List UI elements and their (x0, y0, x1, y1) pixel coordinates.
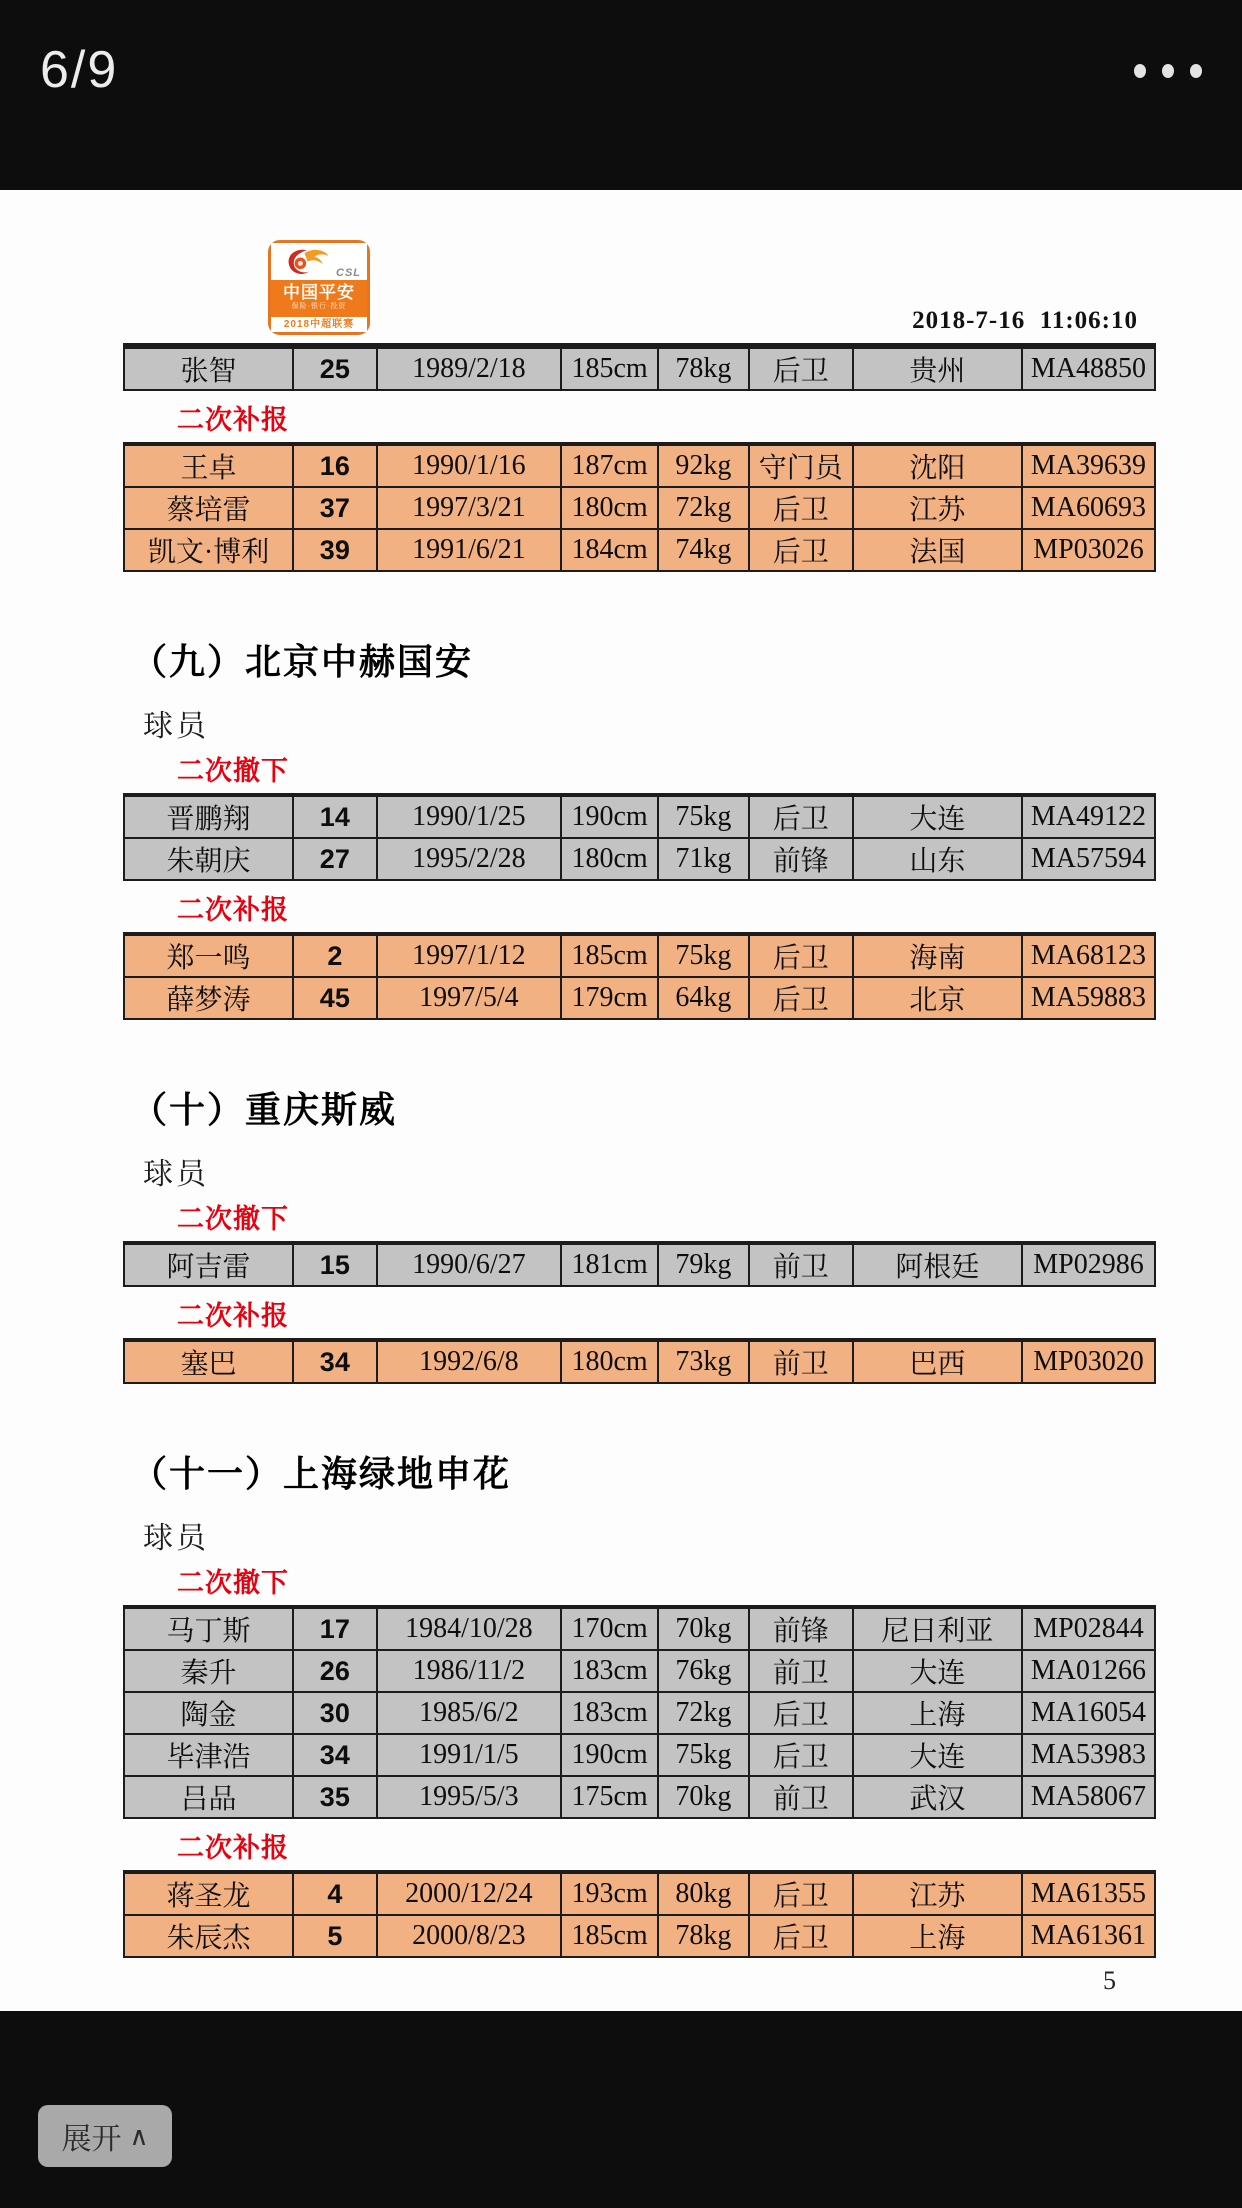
table-cell: 江苏 (853, 1872, 1022, 1915)
table-cell: 1995/5/3 (377, 1776, 562, 1818)
table-cell: 张智 (124, 346, 293, 390)
table-cell: MA58067 (1022, 1776, 1155, 1818)
table-cell: 72kg (658, 1692, 749, 1734)
ellipsis-dot-icon (1134, 64, 1146, 78)
table-cell: 武汉 (853, 1776, 1022, 1818)
csl-wordmark: CSL (336, 267, 361, 279)
table-cell: 凯文·博利 (124, 529, 293, 571)
table-row (124, 977, 1155, 1019)
table-row (124, 1734, 1155, 1776)
table-cell: 78kg (658, 1915, 749, 1957)
section-heading: （九）北京中赫国安 (131, 641, 474, 682)
table-cell: MP02844 (1022, 1607, 1155, 1650)
table-cell: 30 (293, 1692, 377, 1734)
table-row (124, 1650, 1155, 1692)
table-cell: MA60693 (1022, 487, 1155, 529)
document-header (123, 240, 1156, 335)
ellipsis-dot-icon (1162, 64, 1174, 78)
table-cell: 陶金 (124, 1692, 293, 1734)
table-cell: MA48850 (1022, 346, 1155, 390)
table-cell: 74kg (658, 529, 749, 571)
table-cell: 170cm (561, 1607, 658, 1650)
table-cell: 巴西 (853, 1340, 1022, 1383)
table-cell: 前锋 (749, 838, 853, 880)
table-cell: 江苏 (853, 487, 1022, 529)
document-page-number: 5 (1103, 1966, 1116, 1995)
table-cell: 1997/3/21 (377, 487, 562, 529)
table-cell: 72kg (658, 487, 749, 529)
table-row (124, 1340, 1155, 1383)
roster-table (123, 1870, 1156, 1958)
table-cell: 后卫 (749, 346, 853, 390)
table-cell: MA01266 (1022, 1650, 1155, 1692)
section-heading: （十）重庆斯威 (131, 1089, 398, 1130)
table-cell: 2000/12/24 (377, 1872, 562, 1915)
players-subtitle: 球员 (143, 1522, 209, 1555)
table-cell: 朱朝庆 (124, 838, 293, 880)
document-blocks (123, 343, 1156, 1958)
table-cell: 35 (293, 1776, 377, 1818)
table-cell: 45 (293, 977, 377, 1019)
table-cell: 2 (293, 934, 377, 977)
table-cell: 蔡培雷 (124, 487, 293, 529)
table-cell: MA49122 (1022, 795, 1155, 838)
table-cell: 27 (293, 838, 377, 880)
table-cell: 185cm (561, 1915, 658, 1957)
table-row (124, 1607, 1155, 1650)
table-cell: 前卫 (749, 1243, 853, 1286)
table-cell: 前卫 (749, 1340, 853, 1383)
table-row (124, 1872, 1155, 1915)
table-row (124, 1243, 1155, 1286)
table-cell: 92kg (658, 444, 749, 487)
table-row (124, 1692, 1155, 1734)
table-cell: 4 (293, 1872, 377, 1915)
table-cell: 后卫 (749, 977, 853, 1019)
table-cell: 秦升 (124, 1650, 293, 1692)
table-cell: 187cm (561, 444, 658, 487)
table-cell: 1989/2/18 (377, 346, 562, 390)
roster-table (123, 1241, 1156, 1287)
table-row (124, 529, 1155, 571)
status-label: 二次补报 (177, 895, 289, 925)
table-cell: 守门员 (749, 444, 853, 487)
table-cell: 晋鹏翔 (124, 795, 293, 838)
table-cell: 70kg (658, 1776, 749, 1818)
table-cell: 25 (293, 346, 377, 390)
table-cell: 16 (293, 444, 377, 487)
table-cell: 183cm (561, 1650, 658, 1692)
table-cell: 沈阳 (853, 444, 1022, 487)
table-cell: 64kg (658, 977, 749, 1019)
table-cell: 75kg (658, 795, 749, 838)
table-cell: 181cm (561, 1243, 658, 1286)
table-cell: 上海 (853, 1915, 1022, 1957)
table-cell: 1990/1/16 (377, 444, 562, 487)
table-cell: MP03020 (1022, 1340, 1155, 1383)
table-cell: MA68123 (1022, 934, 1155, 977)
table-cell: 39 (293, 529, 377, 571)
table-cell: 后卫 (749, 1872, 853, 1915)
roster-table (123, 1605, 1156, 1819)
document-page (0, 190, 1242, 2011)
table-cell: 180cm (561, 1340, 658, 1383)
table-cell: MA59883 (1022, 977, 1155, 1019)
roster-table (123, 932, 1156, 1020)
expand-label: 展开 (61, 2123, 122, 2156)
table-cell: 80kg (658, 1872, 749, 1915)
table-cell: 阿根廷 (853, 1243, 1022, 1286)
table-row (124, 444, 1155, 487)
table-cell: 1986/11/2 (377, 1650, 562, 1692)
league-name: 2018中超联赛 (283, 319, 355, 330)
table-cell: MA53983 (1022, 1734, 1155, 1776)
top-bar (0, 0, 1242, 190)
table-cell: 190cm (561, 795, 658, 838)
table-cell: 79kg (658, 1243, 749, 1286)
table-cell: 毕津浩 (124, 1734, 293, 1776)
table-cell: 后卫 (749, 1915, 853, 1957)
table-cell: 76kg (658, 1650, 749, 1692)
roster-table (123, 442, 1156, 572)
table-cell: 贵州 (853, 346, 1022, 390)
table-cell: 1985/6/2 (377, 1692, 562, 1734)
table-row (124, 838, 1155, 880)
table-cell: 183cm (561, 1692, 658, 1734)
status-label: 二次撤下 (177, 756, 289, 786)
logo-league-band (271, 317, 367, 332)
table-cell: MA61355 (1022, 1872, 1155, 1915)
status-label: 二次撤下 (177, 1568, 289, 1598)
table-cell: 朱辰杰 (124, 1915, 293, 1957)
roster-table (123, 1338, 1156, 1384)
page-indicator: 6/9 (40, 41, 119, 99)
table-cell: 1984/10/28 (377, 1607, 562, 1650)
ellipsis-dot-icon (1190, 64, 1202, 78)
table-cell: 2000/8/23 (377, 1915, 562, 1957)
table-cell: 15 (293, 1243, 377, 1286)
table-cell: 海南 (853, 934, 1022, 977)
table-cell: 73kg (658, 1340, 749, 1383)
more-options-button[interactable] (1134, 64, 1202, 78)
table-cell: 1997/5/4 (377, 977, 562, 1019)
table-row (124, 487, 1155, 529)
csl-flame-swirl-icon (281, 246, 333, 279)
status-label: 二次补报 (177, 1301, 289, 1331)
table-cell: 71kg (658, 838, 749, 880)
table-cell: 1997/1/12 (377, 934, 562, 977)
table-cell: 78kg (658, 346, 749, 390)
table-cell: 14 (293, 795, 377, 838)
table-cell: 尼日利亚 (853, 1607, 1022, 1650)
table-cell: 185cm (561, 934, 658, 977)
table-cell: 法国 (853, 529, 1022, 571)
section-heading: （十一）上海绿地申花 (131, 1453, 512, 1494)
table-cell: 26 (293, 1650, 377, 1692)
roster-table (123, 793, 1156, 881)
table-cell: 5 (293, 1915, 377, 1957)
bottom-bar (0, 2011, 1242, 2208)
table-cell: 吕品 (124, 1776, 293, 1818)
print-timestamp: 2018-7-16 11:06:10 (912, 307, 1138, 334)
status-label: 二次补报 (177, 405, 289, 435)
logo-sponsor-band (271, 280, 367, 317)
table-cell: 前卫 (749, 1776, 853, 1818)
table-cell: 后卫 (749, 934, 853, 977)
table-cell: 马丁斯 (124, 1607, 293, 1650)
table-cell: 184cm (561, 529, 658, 571)
table-row (124, 795, 1155, 838)
table-cell: 180cm (561, 838, 658, 880)
players-subtitle: 球员 (143, 710, 209, 743)
table-cell: 王卓 (124, 444, 293, 487)
table-row (124, 934, 1155, 977)
table-cell: 大连 (853, 795, 1022, 838)
table-cell: 大连 (853, 1650, 1022, 1692)
table-cell: 后卫 (749, 487, 853, 529)
table-cell: 180cm (561, 487, 658, 529)
logo-top (271, 243, 367, 280)
table-cell: 193cm (561, 1872, 658, 1915)
table-cell: 1992/6/8 (377, 1340, 562, 1383)
table-cell: 1991/6/21 (377, 529, 562, 571)
table-cell: 1990/6/27 (377, 1243, 562, 1286)
table-cell: 塞巴 (124, 1340, 293, 1383)
table-cell: 后卫 (749, 529, 853, 571)
table-row (124, 1915, 1155, 1957)
table-cell: MP03026 (1022, 529, 1155, 571)
roster-table (123, 343, 1156, 391)
chevron-up-icon: ∧ (129, 2120, 149, 2151)
sponsor-name: 中国平安 (283, 283, 355, 302)
table-cell: MA61361 (1022, 1915, 1155, 1957)
table-cell: MA16054 (1022, 1692, 1155, 1734)
table-row (124, 346, 1155, 390)
table-cell: 山东 (853, 838, 1022, 880)
table-cell: 190cm (561, 1734, 658, 1776)
players-subtitle: 球员 (143, 1158, 209, 1191)
table-cell: 大连 (853, 1734, 1022, 1776)
table-cell: 上海 (853, 1692, 1022, 1734)
table-cell: 75kg (658, 1734, 749, 1776)
table-cell: 179cm (561, 977, 658, 1019)
table-cell: 175cm (561, 1776, 658, 1818)
table-cell: 17 (293, 1607, 377, 1650)
table-cell: 185cm (561, 346, 658, 390)
table-cell: 37 (293, 487, 377, 529)
table-cell: 1991/1/5 (377, 1734, 562, 1776)
table-cell: 北京 (853, 977, 1022, 1019)
table-cell: 薛梦涛 (124, 977, 293, 1019)
table-cell: 阿吉雷 (124, 1243, 293, 1286)
table-cell: 蒋圣龙 (124, 1872, 293, 1915)
table-cell: MA57594 (1022, 838, 1155, 880)
table-row (124, 1776, 1155, 1818)
csl-league-logo (268, 240, 370, 335)
status-label: 二次撤下 (177, 1204, 289, 1234)
table-cell: 郑一鸣 (124, 934, 293, 977)
table-cell: 34 (293, 1340, 377, 1383)
table-cell: 75kg (658, 934, 749, 977)
status-label: 二次补报 (177, 1833, 289, 1863)
table-cell: MA39639 (1022, 444, 1155, 487)
table-cell: 前锋 (749, 1607, 853, 1650)
table-cell: MP02986 (1022, 1243, 1155, 1286)
table-cell: 34 (293, 1734, 377, 1776)
table-cell: 后卫 (749, 1692, 853, 1734)
sponsor-tagline: 保险·银行·投资 (291, 303, 347, 311)
table-cell: 1995/2/28 (377, 838, 562, 880)
table-cell: 1990/1/25 (377, 795, 562, 838)
table-cell: 后卫 (749, 1734, 853, 1776)
table-cell: 70kg (658, 1607, 749, 1650)
expand-button[interactable] (38, 2105, 172, 2167)
table-cell: 前卫 (749, 1650, 853, 1692)
table-cell: 后卫 (749, 795, 853, 838)
